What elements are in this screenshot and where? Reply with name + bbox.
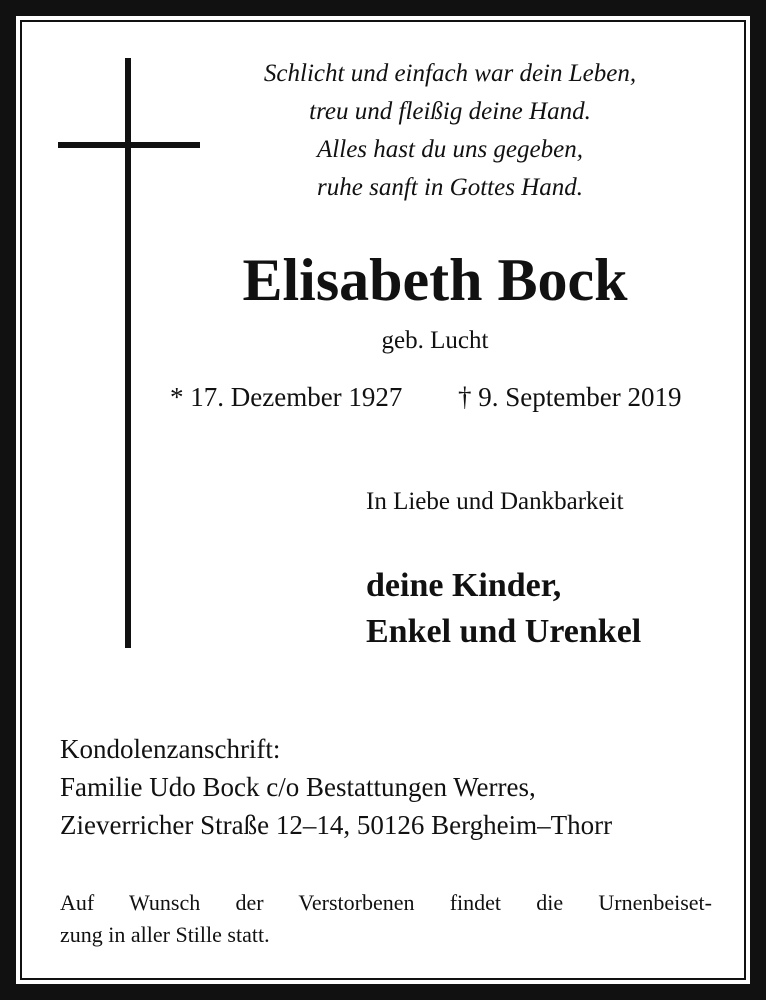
condolence-heading: Kondolenzanschrift: xyxy=(60,734,281,764)
condolence-line: Zieverricher Straße 12–14, 50126 Bergheim–Thorr xyxy=(60,810,613,840)
dedication-text: In Liebe und Dankbarkeit xyxy=(366,488,624,515)
memorial-poem xyxy=(190,55,710,207)
mourners xyxy=(366,563,641,655)
birth-date: * 17. Dezember 1927 xyxy=(170,382,403,412)
poem-line: ruhe sanft in Gottes Hand. xyxy=(317,174,583,201)
notice-line: Auf Wunsch der Verstorbenen findet die Urnenbeiset- xyxy=(60,890,712,915)
mourners-line: Enkel und Urenkel xyxy=(366,613,642,650)
death-date: † 9. September 2019 xyxy=(458,382,682,412)
notice-line: zung in aller Stille statt. xyxy=(60,922,270,947)
poem-line: Schlicht und einfach war dein Leben, xyxy=(263,60,637,87)
condolence-line: Familie Udo Bock c/o Bestattungen Werres, xyxy=(60,772,536,802)
cross-icon-horizontal-bar xyxy=(58,142,200,148)
poem-line: Alles hast du uns gegeben, xyxy=(317,136,583,163)
burial-notice xyxy=(60,887,712,951)
deceased-name: Elisabeth Bock xyxy=(242,247,628,313)
poem-line: treu und fleißig deine Hand. xyxy=(309,98,591,125)
maiden-name: geb. Lucht xyxy=(381,327,489,354)
mourners-line: deine Kinder, xyxy=(366,567,562,604)
condolence-address xyxy=(60,730,612,844)
